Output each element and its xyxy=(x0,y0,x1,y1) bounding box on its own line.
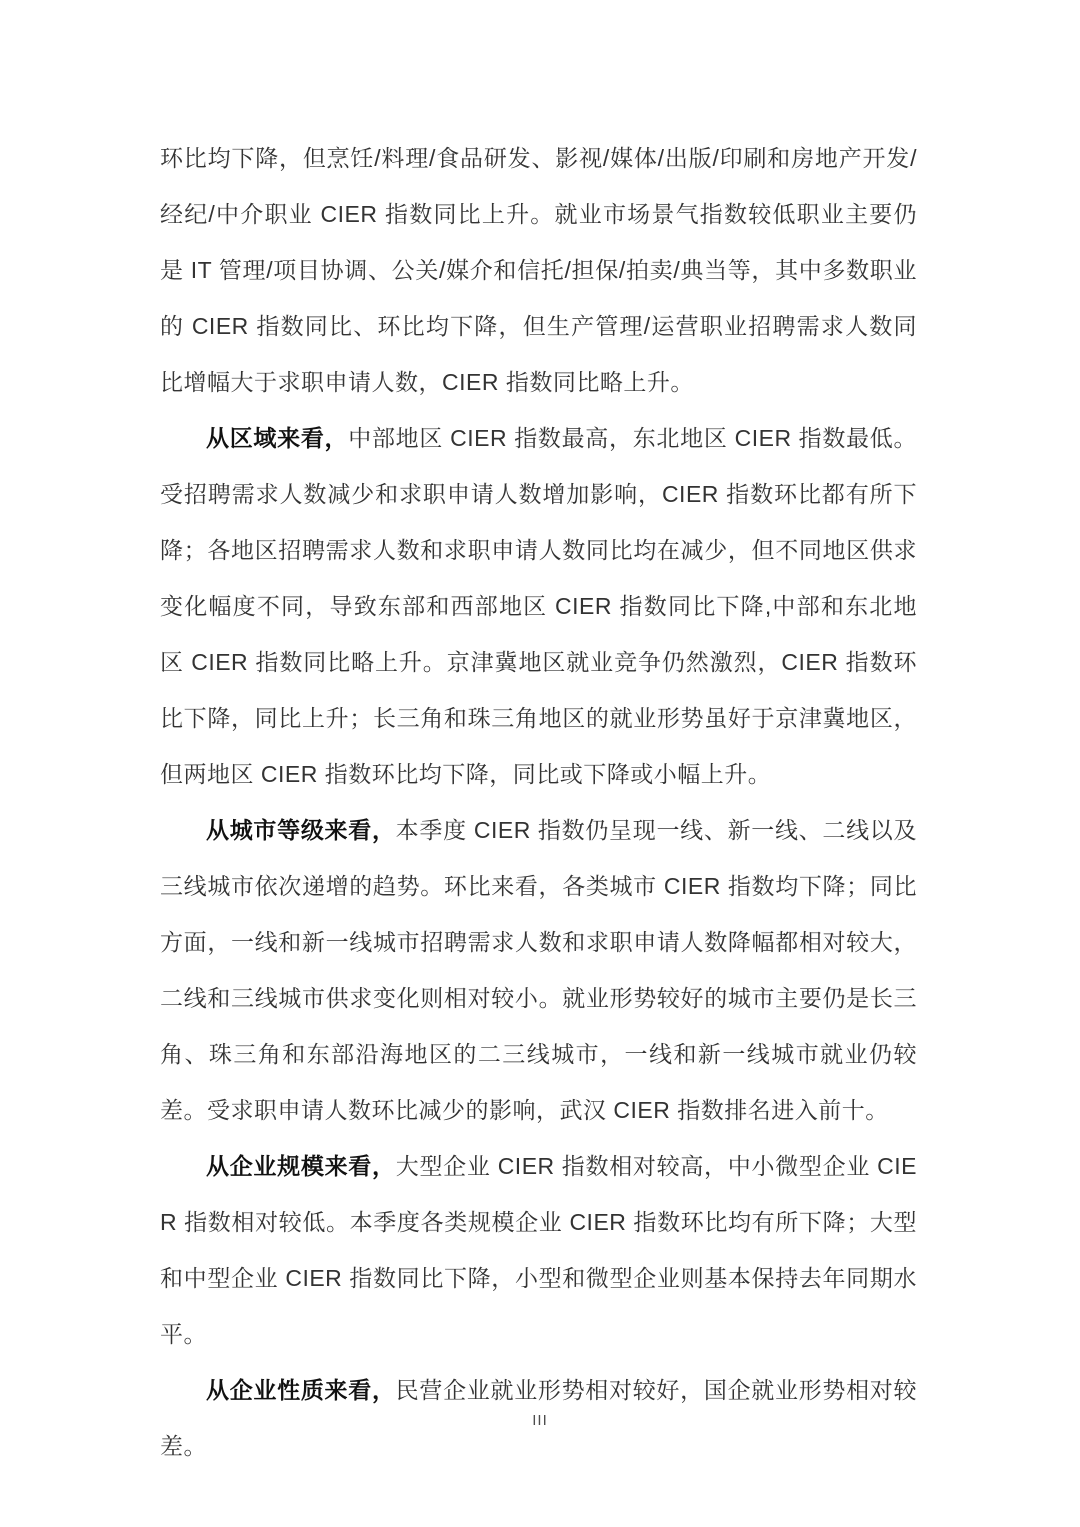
body-paragraph xyxy=(160,410,917,802)
paragraph-lead: 从区域来看， xyxy=(206,425,349,451)
paragraph-text: 本季度 CIER 指数仍呈现一线、新一线、二线以及三线城市依次递增的趋势。环比来看，各类城市 CIER 指数均下降；同比方面，一线和新一线城市招聘需求人数和求职申请人数降幅都相对较大，二线和三线城市供求变化则相对较小。就业形势较好的城市主要仍是长三角、珠三角和东部沿海地区的二三线城市，一线和新一线城市就业仍较差。受求职申请人数环比减少的影响，武汉 CIER 指数排名进入前十。 xyxy=(160,817,918,1123)
page-footer xyxy=(0,1412,1080,1430)
paragraph-text: 大型企业 CIER 指数相对较高，中小微型企业 CIER 指数相对较低。本季度各类规模企业 CIER 指数环比均有所下降；大型和中型企业 CIER 指数同比下降，小型和微型企业则基本保持去年同期水平。 xyxy=(160,1153,918,1347)
paragraph-lead: 从企业性质来看， xyxy=(206,1377,396,1403)
paragraph-text: 中部地区 CIER 指数最高，东北地区 CIER 指数最低。受招聘需求人数减少和求职申请人数增加影响，CIER 指数环比都有所下降；各地区招聘需求人数和求职申请人数同比均在减少，但不同地区供求变化幅度不同，导致东部和西部地区 CIER 指数同比下降,中部和东北地区 CIER 指数同比略上升。京津冀地区就业竞争仍然激烈，CIER 指数环比下降，同比上升；长三角和珠三角地区的就业形势虽好于京津冀地区， 但两地区 CIER 指数环比均下降，同比或下降或小幅上升。 xyxy=(160,425,917,787)
body-paragraph xyxy=(160,1138,917,1362)
paragraph-lead: 从城市等级来看， xyxy=(206,817,396,843)
paragraph-text: 民营企业就业形势相对较好，国企就业形势相对较差。 xyxy=(160,1377,918,1459)
document-body xyxy=(160,130,917,1474)
page-number: III xyxy=(532,1412,548,1429)
body-paragraph xyxy=(160,802,917,1138)
paragraph-text: 环比均下降，但烹饪/料理/食品研发、影视/媒体/出版/印刷和房地产开发/经纪/中介职业 CIER 指数同比上升。就业市场景气指数较低职业主要仍是 IT 管理/项目协调、公关/媒介和信托/担保/拍卖/典当等，其中多数职业的 CIER 指数同比、环比均下降，但生产管理/运营职业招聘需求人数同比增幅大于求职申请人数，CIER 指数同比略上升。 xyxy=(160,145,917,395)
body-paragraph xyxy=(160,130,917,410)
paragraph-lead: 从企业规模来看， xyxy=(206,1153,396,1179)
